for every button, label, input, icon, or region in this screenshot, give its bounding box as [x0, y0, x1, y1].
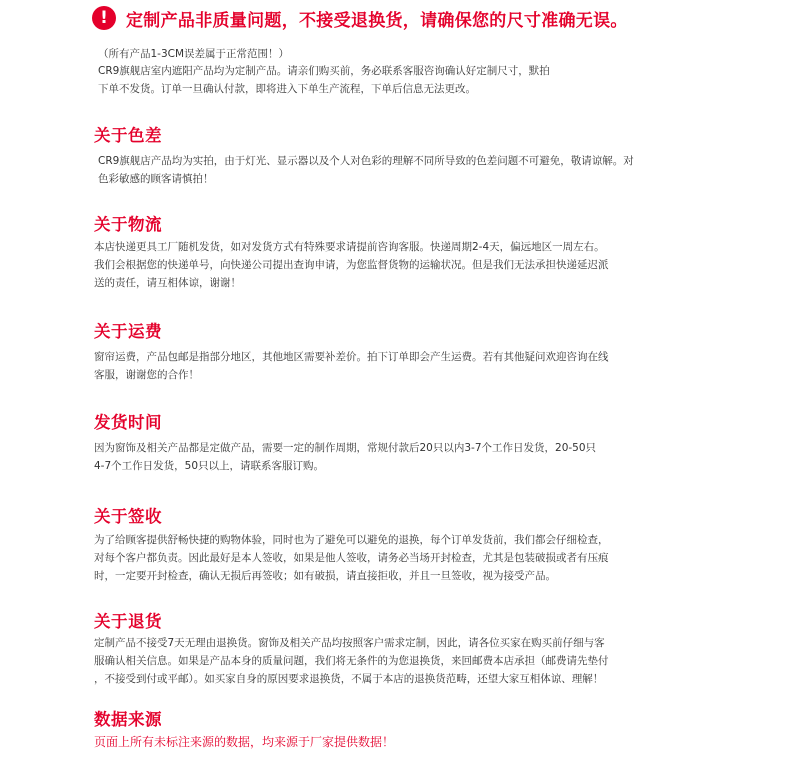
section-title-delivery-time: 发货时间 — [94, 413, 162, 432]
paragraph-line: 因为窗饰及相关产品都是定做产品，需要一定的制作周期，常规付款后20只以内3-7个工作日发货，20-50只 — [94, 442, 597, 454]
exclamation-icon: ! — [92, 6, 116, 30]
paragraph-line: 下单不发货。订单一旦确认付款，即将进入下单生产流程，下单后信息无法更改。 — [98, 83, 476, 95]
paragraph-line: 服确认相关信息。如果是产品本身的质量问题，我们将无条件的为您退换货，来回邮费本店承担（邮费请先垫付 — [94, 655, 609, 667]
section-body-signing — [94, 531, 609, 585]
paragraph-line: ，不接受到付或平邮）。如买家自身的原因要求退换货，不属于本店的退换货范畴，还望大家互相体谅、理解！ — [94, 673, 604, 685]
tolerance-note: （所有产品1-3CM误差属于正常范围！） — [98, 48, 290, 60]
warning-banner — [92, 4, 628, 32]
section-body-logistics — [94, 238, 609, 292]
paragraph-line: 窗帘运费，产品包邮是指部分地区，其他地区需要补差价。拍下订单即会产生运费。若有其他疑问欢迎咨询在线 — [94, 351, 609, 363]
section-title-signing: 关于签收 — [94, 507, 162, 526]
paragraph-line: 本店快递更具工厂随机发货，如对发货方式有特殊要求请提前咨询客服。快递周期2-4天，偏远地区一周左右。 — [94, 241, 605, 253]
paragraph-line: 送的责任，请互相体谅，谢谢！ — [94, 277, 241, 289]
section-title-color-difference: 关于色差 — [94, 126, 162, 145]
section-body-shipping-fee — [94, 348, 609, 384]
paragraph-line: 色彩敏感的顾客请慎拍！ — [98, 173, 214, 185]
paragraph-line: 时，一定要开封检查，确认无损后再签收；如有破损，请直接拒收，并且一旦签收，视为接受产品。 — [94, 570, 556, 582]
paragraph-line: 定制产品不接受7天无理由退换货。窗饰及相关产品均按照客户需求定制，因此，请各位买家在购买前仔细与客 — [94, 637, 605, 649]
intro-paragraph — [98, 62, 550, 98]
paragraph-line: 为了给顾客提供舒畅快捷的购物体验，同时也为了避免可以避免的退换，每个订单发货前，我们都会仔细检查， — [94, 534, 609, 546]
data-source-note: 页面上所有未标注来源的数据，均来源于厂家提供数据！ — [94, 735, 395, 749]
section-title-logistics: 关于物流 — [94, 215, 162, 234]
paragraph-line: CR9旗舰店产品均为实拍，由于灯光、显示器以及个人对色彩的理解不同所导致的色差问题不可避免，敬请谅解。对 — [98, 155, 634, 167]
section-title-returns: 关于退货 — [94, 612, 162, 631]
paragraph-line: 我们会根据您的快递单号，向快递公司提出查询申请，为您监督货物的运输状况。但是我们无法承担快递延迟派 — [94, 259, 609, 271]
paragraph-line: CR9旗舰店室内遮阳产品均为定制产品。请亲们购买前，务必联系客服咨询确认好定制尺寸，默拍 — [98, 65, 550, 77]
paragraph-line: 4-7个工作日发货，50只以上，请联系客服订购。 — [94, 460, 325, 472]
paragraph-line: 客服，谢谢您的合作！ — [94, 369, 199, 381]
section-title-data-source: 数据来源 — [94, 710, 162, 729]
warning-text: 定制产品非质量问题，不接受退换货，请确保您的尺寸准确无误。 — [126, 10, 628, 31]
section-body-color-difference — [98, 152, 634, 188]
section-body-delivery-time — [94, 439, 596, 475]
paragraph-line: 对每个客户都负责。因此最好是本人签收，如果是他人签收，请务必当场开封检查，尤其是包装破损或者有压痕 — [94, 552, 609, 564]
section-title-shipping-fee: 关于运费 — [94, 322, 162, 341]
section-body-returns — [94, 634, 609, 688]
